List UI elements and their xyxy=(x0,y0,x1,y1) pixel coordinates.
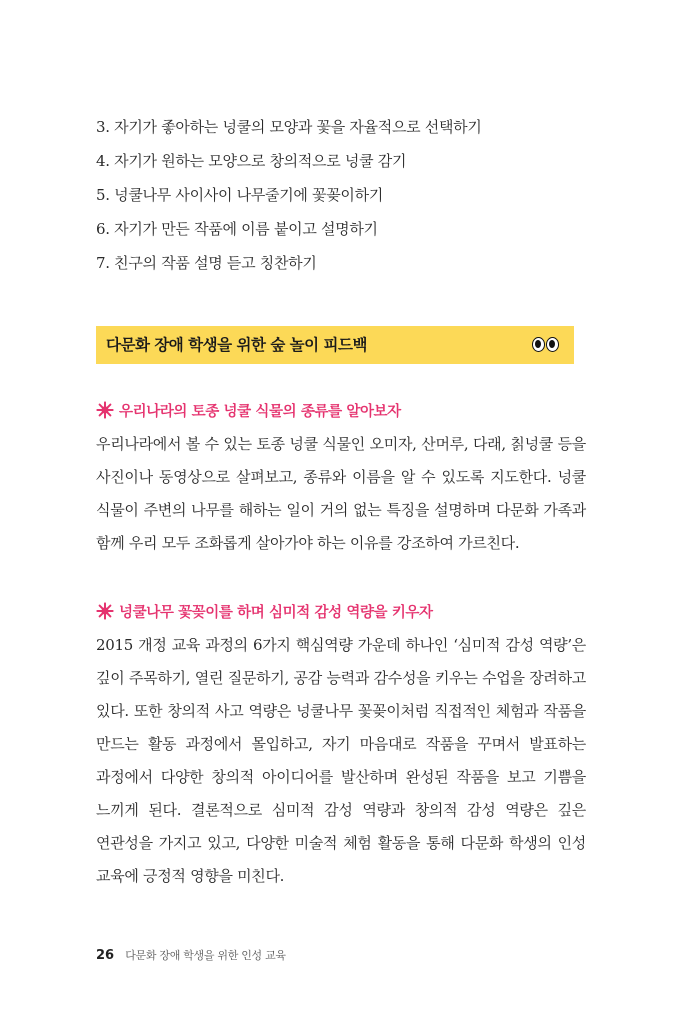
list-item: 7. 친구의 작품 설명 듣고 칭찬하기 xyxy=(96,254,317,272)
section-aesthetic-competency xyxy=(96,599,586,893)
list-item: 4. 자기가 원하는 모양으로 창의적으로 넝쿨 감기 xyxy=(96,152,407,170)
book-title: 다문화 장애 학생을 위한 인성 교육 xyxy=(125,949,286,962)
left-eye xyxy=(532,337,545,352)
right-eye xyxy=(546,337,559,352)
section-heading-text: 우리나라의 토종 넝쿨 식물의 종류를 알아보자 xyxy=(119,402,401,420)
section-native-vines xyxy=(96,398,586,560)
section-heading xyxy=(96,398,586,422)
activity-steps-list xyxy=(96,110,596,280)
section-heading-text: 넝쿨나무 꽃꽂이를 하며 심미적 감성 역량을 키우자 xyxy=(119,603,433,621)
section-body: 우리나라에서 볼 수 있는 토종 넝쿨 식물인 오미자, 산머루, 다래, 칡넝쿨 등을 사진이나 동영상으로 살펴보고, 종류와 이름을 알 수 있도록 지도한다. 넝쿨 식물이 주변의 나무를 해하는 일이 거의 없는 특징을 설명하며 다문화 가족과 함께 우리 모두 조화롭게 살아가야 하는 이유를 강조하여 가르친다. xyxy=(96,435,586,552)
page-number: 26 xyxy=(96,948,115,963)
banner-title: 다문화 장애 학생을 위한 숲 놀이 피드백 xyxy=(106,336,367,354)
list-item: 6. 자기가 만든 작품에 이름 붙이고 설명하기 xyxy=(96,220,378,238)
list-item: 3. 자기가 좋아하는 넝쿨의 모양과 꽃을 자율적으로 선택하기 xyxy=(96,118,482,136)
page-footer xyxy=(96,944,286,963)
list-item: 5. 넝쿨나무 사이사이 나무줄기에 꽃꽂이하기 xyxy=(96,186,384,204)
section-heading xyxy=(96,599,586,623)
star-burst-icon xyxy=(96,602,114,620)
section-body: 2015 개정 교육 과정의 6가지 핵심역량 가운데 하나인 ‘심미적 감성 역량’은 깊이 주목하기, 열린 질문하기, 공감 능력과 감수성을 키우는 수업을 장려하고 있다. 또한 창의적 사고 역량은 넝쿨나무 꽃꽂이처럼 직접적인 체험과 작품을 만드는 활동 과정에서 몰입하고, 자기 마음대로 작품을 꾸며서 발표하는 과정에서 다양한 창의적 아이디어를 발산하며 완성된 작품을 보고 기쁨을 느끼게 된다. 결론적으로 심미적 감성 역량과 창의적 감성 역량은 깊은 연관성을 가지고 있고, 다양한 미술적 체험 활동을 통해 다문화 학생의 인성 교육에 긍정적 영향을 미친다. xyxy=(96,636,586,885)
feedback-banner xyxy=(96,326,574,364)
star-burst-icon xyxy=(96,401,114,419)
eyes-icon xyxy=(532,337,562,353)
